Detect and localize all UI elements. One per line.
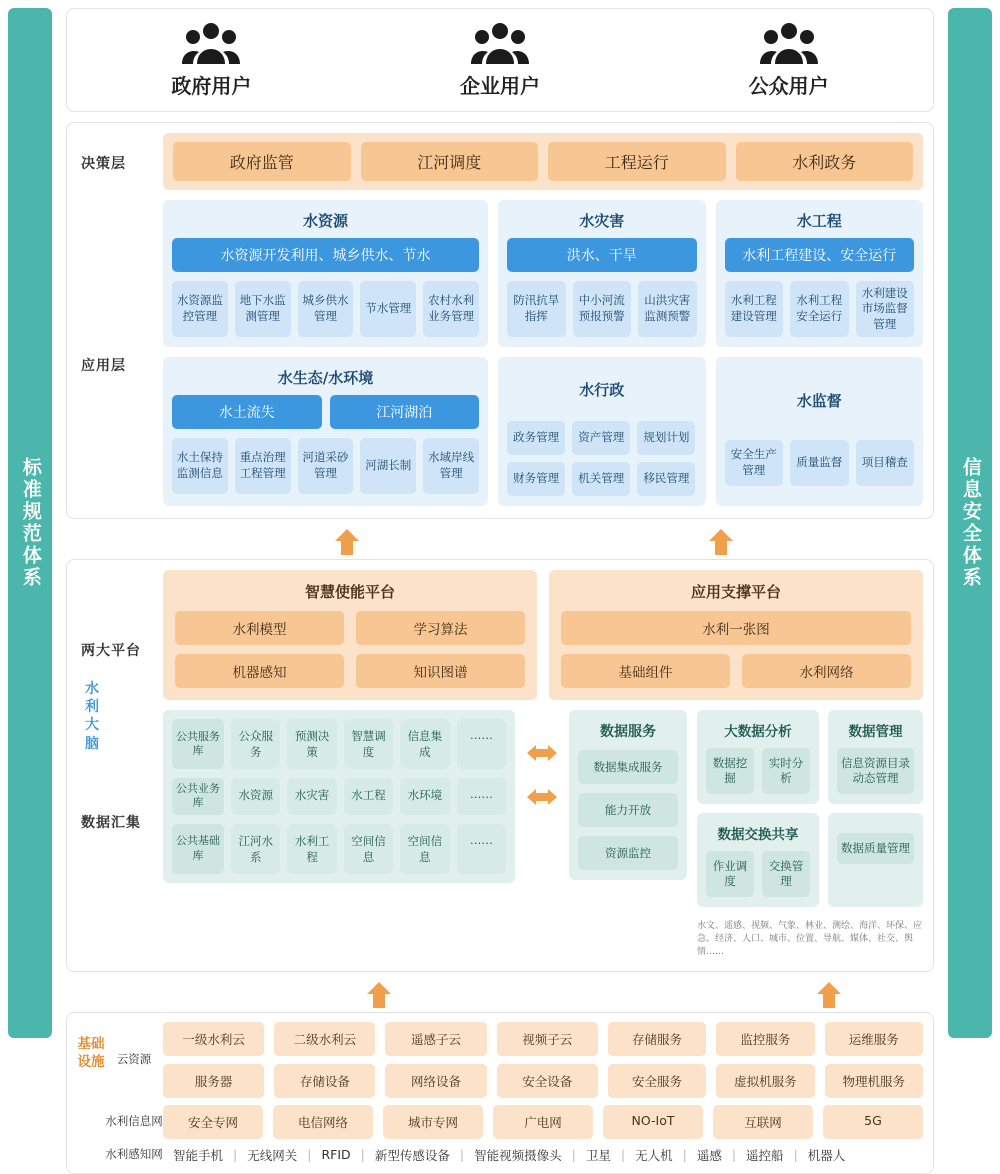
repo-item-water-resources[interactable]: 水资源 (231, 778, 280, 815)
tiles-water-supervision (725, 440, 915, 486)
right-rail-label: 信息安全体系 (959, 457, 982, 589)
tile-rural-water-business[interactable]: 农村水利业务管理 (423, 281, 479, 337)
cloud-right-row-2 (608, 1064, 923, 1098)
tile-riverway-sand-mining[interactable]: 河道采砂管理 (298, 438, 354, 494)
pill-storage-device[interactable]: 存储设备 (274, 1064, 375, 1098)
infra-label-network: 水利信息网 (105, 1114, 163, 1129)
repo-item-info-integration[interactable]: 信息集成 (400, 719, 449, 769)
analytics-column (697, 710, 923, 959)
data-exchange-title: 数据交换共享 (717, 826, 799, 843)
tile-flood-drought-command[interactable]: 防汛抗旱指挥 (507, 281, 566, 337)
application-layer-label: 应用层 (81, 358, 126, 374)
infrastructure-label: 基础设施 (77, 1035, 105, 1071)
tile-key-treatment-project[interactable]: 重点治理工程管理 (235, 438, 291, 494)
rc-item-job-scheduling[interactable]: 作业调度 (706, 851, 754, 897)
people-icon (471, 22, 529, 66)
platform-row-2 (175, 654, 525, 688)
repo-item-water-engineering[interactable]: 水工程 (344, 778, 393, 815)
rc-item-catalog-management[interactable]: 信息资源目录动态管理 (837, 748, 914, 794)
water-brain-label: 水利大脑 (85, 681, 99, 752)
panel-title-water-supervision: 水监督 (796, 391, 842, 410)
svc-item-capability-opening[interactable]: 能力开放 (578, 793, 678, 827)
sense-item-smartphone[interactable]: 智能手机 (173, 1147, 224, 1163)
tiles-water-administration (507, 421, 697, 496)
rc-item-data-quality[interactable]: 数据质量管理 (837, 833, 914, 864)
data-service-title: 数据服务 (600, 724, 656, 740)
tile-agency-management[interactable]: 机关管理 (572, 462, 630, 496)
panel-water-engineering (716, 200, 924, 347)
repo-item-water-disaster[interactable]: 水灾害 (287, 778, 336, 815)
data-quality-box (828, 813, 923, 907)
repo-item-more-basic[interactable]: …… (457, 824, 506, 874)
tile-urban-rural-water-supply[interactable]: 城乡供水管理 (298, 281, 354, 337)
data-sources-footnote: 水文、遥感、视频、气象、林业、测绘、海洋、环保、应急、经济、人口、城市、位置、导航、媒体、社交、舆情…… (697, 920, 923, 957)
sense-item-rfid[interactable]: RFID (321, 1147, 351, 1163)
tile-small-river-warning[interactable]: 中小河流预报预警 (573, 281, 632, 337)
sense-item-robot[interactable]: 机器人 (807, 1147, 846, 1163)
tile-asset-management[interactable]: 资产管理 (572, 421, 630, 455)
pill-secure-private-network[interactable]: 安全专网 (163, 1105, 263, 1139)
separator: | (233, 1147, 238, 1163)
svc-item-data-integration[interactable]: 数据集成服务 (578, 750, 678, 784)
up-arrow-icon (816, 982, 842, 1008)
separator: | (793, 1147, 798, 1163)
pill-telecom-network[interactable]: 电信网络 (273, 1105, 373, 1139)
tile-soil-conservation-info[interactable]: 水土保持监测信息 (172, 438, 228, 494)
right-rail (948, 8, 992, 1038)
infrastructure-block (66, 1012, 934, 1174)
repo-item-more-service[interactable]: …… (457, 719, 506, 769)
tile-engineering-safe-operation[interactable]: 水利工程安全运行 (790, 281, 849, 337)
panel-water-administration (498, 357, 706, 506)
pill-level1-water-cloud[interactable]: 一级水利云 (163, 1022, 264, 1056)
cloud-left-group (163, 1022, 598, 1098)
separator: | (620, 1147, 626, 1163)
platforms-row-label: 两大平台 (81, 643, 141, 659)
decision-chip-water-affairs[interactable]: 水利政务 (736, 142, 914, 181)
tiles-water-ecology (172, 438, 479, 494)
infra-network-body (163, 1105, 923, 1139)
pill-security-service[interactable]: 安全服务 (608, 1064, 706, 1098)
tile-government-affairs[interactable]: 政务管理 (507, 421, 565, 455)
tile-finance-management[interactable]: 财务管理 (507, 462, 565, 496)
people-icon (760, 22, 818, 66)
sense-item-satellite[interactable]: 卫星 (585, 1147, 611, 1163)
up-arrow-icon (708, 529, 734, 555)
banner-rivers-lakes: 江河湖泊 (330, 395, 480, 429)
tiles-water-disaster (507, 281, 697, 337)
sense-item-smart-camera[interactable]: 智能视频摄像头 (474, 1147, 562, 1163)
left-rail-label: 标准规范体系 (19, 457, 42, 589)
pill-broadcast-network[interactable]: 广电网 (493, 1105, 593, 1139)
people-icon (182, 22, 240, 66)
pill-vm-service[interactable]: 虚拟机服务 (716, 1064, 814, 1098)
data-exchange-box (697, 813, 819, 907)
tile-groundwater-monitoring[interactable]: 地下水监测管理 (235, 281, 291, 337)
analytics-row (697, 710, 923, 804)
double-arrow-icon (527, 788, 557, 806)
chip-water-network[interactable]: 水利网络 (742, 654, 911, 688)
panel-water-disaster (498, 200, 706, 347)
tile-project-inspection[interactable]: 项目稽查 (856, 440, 915, 486)
two-platforms (163, 570, 923, 700)
network-pills (163, 1105, 923, 1139)
banner-water-resources: 水资源开发利用、城乡供水、节水 (172, 238, 479, 272)
separator: | (459, 1147, 465, 1163)
pill-monitoring-service[interactable]: 监控服务 (716, 1022, 814, 1056)
exchange-arrows (525, 710, 559, 806)
platform-title-smart-enabling: 智慧使能平台 (304, 583, 395, 601)
user-label-enterprise: 企业用户 (460, 73, 540, 98)
application-layer (163, 200, 923, 506)
data-management-box (828, 710, 923, 804)
tile-construction-market-supervision[interactable]: 水利建设市场监督管理 (856, 281, 915, 337)
exchange-items (706, 851, 810, 897)
pill-level2-water-cloud[interactable]: 二级水利云 (274, 1022, 375, 1056)
chip-learning-algorithm[interactable]: 学习算法 (356, 611, 525, 645)
tile-migration-management[interactable]: 移民管理 (637, 462, 695, 496)
platform-smart-enabling (163, 570, 537, 700)
platform-row-1 (175, 611, 525, 645)
repo-line-basic (172, 824, 506, 874)
repo-item-forecast-decision[interactable]: 预测决策 (287, 719, 336, 769)
tile-engineering-construction-mgmt[interactable]: 水利工程建设管理 (725, 281, 784, 337)
pill-network-device[interactable]: 网络设备 (385, 1064, 486, 1098)
user-label-public: 公众用户 (748, 73, 829, 98)
repo-item-more-business[interactable]: …… (457, 778, 506, 815)
pill-remote-sensing-cloud[interactable]: 遥感子云 (385, 1022, 486, 1056)
up-arrow-icon (334, 529, 360, 555)
data-service-box (569, 710, 687, 880)
pill-security-device[interactable]: 安全设备 (497, 1064, 598, 1098)
cloud-right-row-1 (608, 1022, 923, 1056)
panel-water-supervision (716, 357, 924, 506)
panel-water-ecology (163, 357, 488, 506)
data-collection-label: 数据汇集 (81, 815, 141, 831)
arrow-band-lower (66, 982, 934, 1008)
water-brain-block (66, 559, 934, 972)
decision-layer (163, 133, 923, 190)
chip-knowledge-graph[interactable]: 知识图谱 (356, 654, 525, 688)
pill-5g[interactable]: 5G (823, 1105, 923, 1139)
sense-item-remote-sensing[interactable]: 遥感 (696, 1147, 722, 1163)
pill-server[interactable]: 服务器 (163, 1064, 264, 1098)
application-row-2 (163, 357, 923, 506)
decision-chip-government-supervision[interactable]: 政府监管 (173, 142, 351, 181)
decision-application-block (66, 122, 934, 519)
tiles-water-engineering (725, 281, 915, 337)
repo-line-service (172, 719, 506, 769)
tile-shoreline-management[interactable]: 水域岸线管理 (423, 438, 479, 494)
data-collection-row (163, 710, 923, 959)
tile-planning[interactable]: 规划计划 (637, 421, 695, 455)
tile-river-lake-chief[interactable]: 河湖长制 (360, 438, 416, 494)
repo-item-river-system[interactable]: 江河水系 (231, 824, 280, 874)
cloud-left-row-1 (163, 1022, 598, 1056)
big-data-analysis-box (697, 710, 819, 804)
application-row-1 (163, 200, 923, 347)
platform-support-row-1 (561, 611, 911, 645)
platform-application-support (549, 570, 923, 700)
cloud-right-group (608, 1022, 923, 1098)
banner-water-engineering: 水利工程建设、安全运行 (725, 238, 915, 272)
infra-label-sensing: 水利感知网 (105, 1147, 163, 1162)
separator: | (360, 1147, 365, 1163)
sense-item-remote-boat[interactable]: 遥控船 (746, 1147, 784, 1163)
tile-production-safety[interactable]: 安全生产管理 (725, 440, 784, 486)
big-data-analysis-title: 大数据分析 (724, 724, 792, 740)
user-group-enterprise[interactable] (356, 9, 645, 111)
separator: | (731, 1147, 737, 1163)
infra-cloud-body (163, 1022, 923, 1098)
pill-physical-machine-service[interactable]: 物理机服务 (825, 1064, 923, 1098)
platform-support-row-2 (561, 654, 911, 688)
chip-basic-components[interactable]: 基础组件 (561, 654, 730, 688)
cloud-grid (163, 1022, 923, 1098)
infra-row-sensing (77, 1146, 923, 1164)
arrow-band-upper (66, 529, 934, 555)
sense-item-new-sensor[interactable]: 新型传感设备 (374, 1147, 450, 1163)
tile-mountain-flood-warning[interactable]: 山洪灾害监测预警 (638, 281, 697, 337)
decision-chip-project-operation[interactable]: 工程运行 (548, 142, 726, 181)
repo-item-water-environment[interactable]: 水环境 (400, 778, 449, 815)
chip-one-map[interactable]: 水利一张图 (561, 611, 911, 645)
infra-row-cloud (77, 1022, 923, 1098)
banner-water-disaster: 洪水、干旱 (507, 238, 697, 272)
panel-title-water-disaster: 水灾害 (579, 212, 625, 230)
repo-tag-public-service: 公共服务库 (172, 719, 224, 769)
rc-item-data-mining[interactable]: 数据挖掘 (706, 748, 754, 794)
users-row (66, 8, 934, 112)
pill-video-cloud[interactable]: 视频子云 (497, 1022, 598, 1056)
big-data-items (706, 748, 810, 794)
infra-row-network (77, 1105, 923, 1139)
pill-internet[interactable]: 互联网 (713, 1105, 813, 1139)
repo-item-spatial-info-1[interactable]: 空间信息 (344, 824, 393, 874)
separator: | (682, 1147, 687, 1163)
tile-water-resource-monitoring[interactable]: 水资源监控管理 (172, 281, 228, 337)
banner-soil-erosion: 水土流失 (172, 395, 322, 429)
rc-item-exchange-management[interactable]: 交换管理 (762, 851, 810, 897)
data-management-title: 数据管理 (848, 724, 903, 740)
infra-sensing-body (163, 1146, 923, 1164)
tiles-water-resources (172, 281, 479, 337)
pill-city-private-network[interactable]: 城市专网 (383, 1105, 483, 1139)
tile-water-saving[interactable]: 节水管理 (360, 281, 416, 337)
repo-item-spatial-info-2[interactable]: 空间信息 (400, 824, 449, 874)
sense-item-drone[interactable]: 无人机 (635, 1147, 673, 1163)
repo-tag-public-business: 公共业务库 (172, 778, 224, 815)
left-rail (8, 8, 52, 1038)
public-repositories (163, 710, 515, 883)
up-arrow-icon (366, 982, 392, 1008)
panel-title-water-administration: 水行政 (579, 381, 625, 399)
user-group-public[interactable] (644, 9, 933, 111)
panel-water-resources (163, 200, 488, 347)
exchange-row (697, 813, 923, 907)
separator: | (571, 1147, 576, 1163)
cloud-left-row-2 (163, 1064, 598, 1098)
chip-water-model[interactable]: 水利模型 (175, 611, 344, 645)
chip-machine-perception[interactable]: 机器感知 (175, 654, 344, 688)
sense-item-wireless-gateway[interactable]: 无线网关 (247, 1147, 298, 1163)
infra-label-cloud: 云资源 (116, 1052, 152, 1067)
platform-title-application-support: 应用支撑平台 (690, 583, 781, 601)
sensing-items (163, 1146, 923, 1164)
rc-item-realtime-analysis[interactable]: 实时分析 (762, 748, 810, 794)
diagram-content (66, 8, 934, 1174)
panel-title-water-ecology: 水生态/水环境 (277, 369, 374, 387)
tile-quality-supervision[interactable]: 质量监督 (790, 440, 849, 486)
pill-nb-iot[interactable]: NO-IoT (603, 1105, 703, 1139)
repo-line-business (172, 778, 506, 815)
decision-layer-label: 决策层 (81, 156, 126, 172)
repo-tag-public-basic: 公共基础库 (172, 824, 224, 874)
separator: | (307, 1147, 312, 1163)
repo-item-smart-dispatch[interactable]: 智慧调度 (344, 719, 393, 769)
repo-item-public-service[interactable]: 公众服务 (231, 719, 280, 769)
svc-item-resource-monitoring[interactable]: 资源监控 (578, 836, 678, 870)
repo-item-water-projects[interactable]: 水利工程 (287, 824, 336, 874)
pill-storage-service[interactable]: 存储服务 (608, 1022, 706, 1056)
banners-water-ecology (172, 395, 479, 429)
panel-title-water-engineering: 水工程 (796, 212, 842, 230)
pill-ops-service[interactable]: 运维服务 (825, 1022, 923, 1056)
user-label-government: 政府用户 (171, 73, 252, 98)
double-arrow-icon (527, 744, 557, 762)
panel-title-water-resources: 水资源 (302, 212, 348, 230)
user-group-government[interactable] (67, 9, 356, 111)
decision-chip-river-dispatch[interactable]: 江河调度 (361, 142, 539, 181)
